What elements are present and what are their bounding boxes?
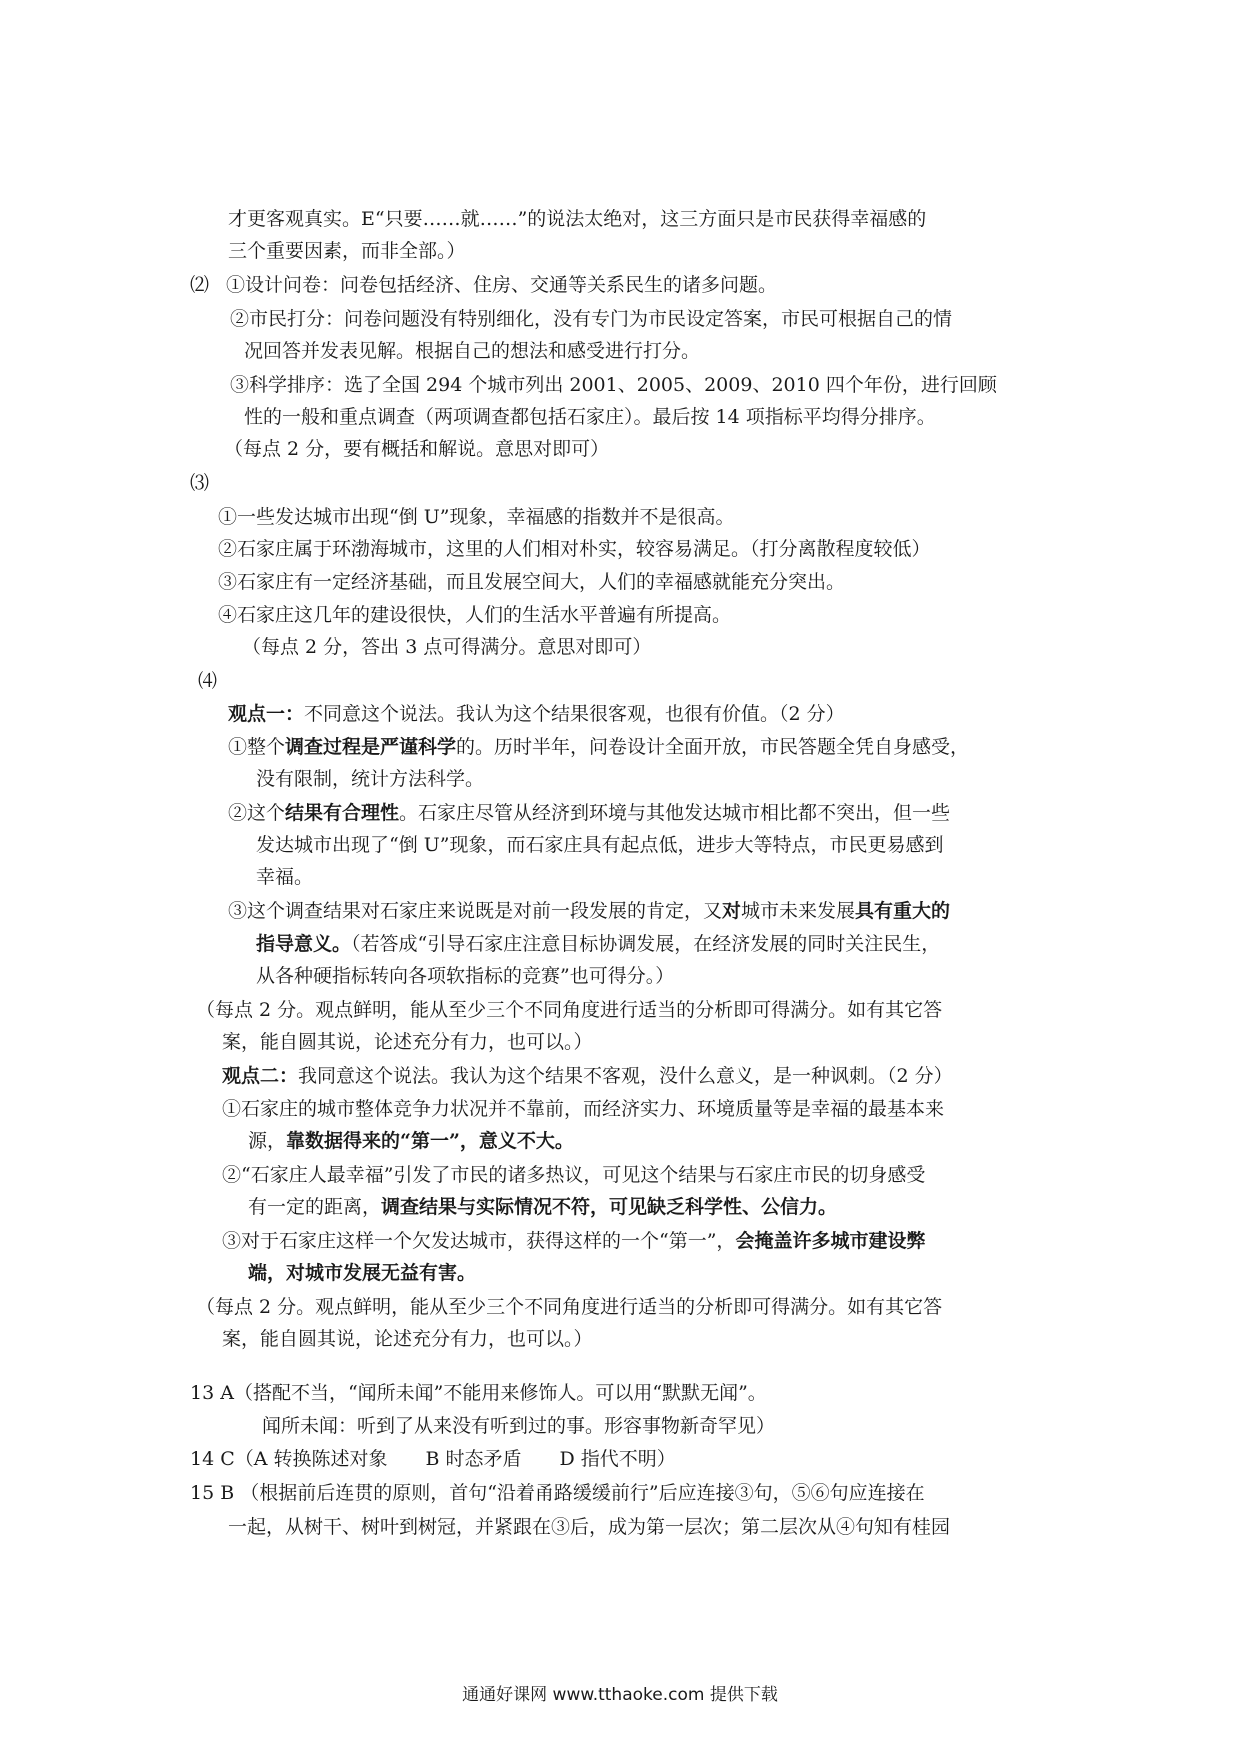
q12-p2-number: ⑵	[190, 274, 210, 296]
text-run: ③这个调查结果对石家庄来说既是对前一段发展的肯定，又	[228, 900, 723, 922]
viewpoint-1-note-a: （每点 2 分。观点鲜明，能从至少三个不同角度进行适当的分析即可得满分。如有其它答	[196, 999, 943, 1021]
bold-run: 具有重大的	[855, 900, 951, 922]
text-run: 。石家庄尽管从经济到环境与其他发达城市相比都不突出，但一些	[399, 802, 951, 824]
q13-line-2: 闻所未闻：听到了从来没有听到过的事。形容事物新奇罕见）	[262, 1415, 776, 1437]
q14-line-1: 14 C（A 转换陈述对象 B 时态矛盾 D 指代不明）	[190, 1448, 676, 1470]
q12-p3-item-4: ④石家庄这几年的建设很快，人们的生活水平普遍有所提高。	[218, 604, 732, 626]
text-run: ②这个	[228, 802, 286, 824]
bold-run: 指导意义。	[256, 933, 352, 955]
viewpoint-2-note-a: （每点 2 分。观点鲜明，能从至少三个不同角度进行适当的分析即可得满分。如有其它答	[196, 1296, 943, 1318]
viewpoint-1-item-3a	[228, 896, 950, 926]
q12-p2-item-3a: ③科学排序：选了全国 294 个城市列出 2001、2005、2009、2010 四个年份，进行回顾	[230, 374, 997, 396]
q12-p3-number: ⑶	[190, 472, 210, 494]
bold-run: 靠数据得来的“第一”，意义不大。	[286, 1130, 574, 1152]
viewpoint-2-text: 我同意这个说法。我认为这个结果不客观，没什么意义，是一种讽刺。（2 分）	[298, 1065, 953, 1087]
viewpoint-2-line	[222, 1061, 953, 1091]
q12-p1-line-2: 三个重要因素，而非全部。）	[228, 240, 466, 262]
viewpoint-2-item-2b	[248, 1192, 837, 1222]
viewpoint-1-item-1a	[228, 732, 969, 762]
viewpoint-1-item-3b	[256, 929, 940, 959]
bold-run: 端，对城市发展无益有害。	[248, 1262, 477, 1284]
q12-p2-item-2a: ②市民打分：问卷问题没有特别细化，没有专门为市民设定答案，市民可根据自己的情	[230, 308, 953, 330]
text-run: ①整个	[228, 736, 286, 758]
text-run: 城市未来发展	[741, 900, 856, 922]
text-run: 源，	[248, 1130, 287, 1152]
text-run: 的。历时半年，问卷设计全面开放，市民答题全凭自身感受，	[456, 736, 970, 758]
text-run: （若答成“引导石家庄注意目标协调发展，在经济发展的同时关注民生，	[351, 933, 941, 955]
q12-p4-number: ⑷	[198, 670, 218, 692]
viewpoint-1-text: 不同意这个说法。我认为这个结果很客观，也很有价值。（2 分）	[304, 703, 845, 725]
viewpoint-1-item-1b: 没有限制，统计方法科学。	[256, 768, 485, 790]
bold-run: 会掩盖许多城市建设弊	[735, 1230, 926, 1252]
bold-run: 调查过程是严谨科学	[285, 736, 457, 758]
text-run: ③对于石家庄这样一个欠发达城市，获得这样的一个“第一”，	[222, 1230, 736, 1252]
q12-p3-note: （每点 2 分，答出 3 点可得满分。意思对即可）	[242, 636, 652, 658]
q12-p2-note: （每点 2 分，要有概括和解说。意思对即可）	[224, 438, 610, 460]
viewpoint-2-item-3a	[222, 1226, 925, 1256]
q12-p3-item-2: ②石家庄属于环渤海城市，这里的人们相对朴实，较容易满足。（打分离散程度较低）	[218, 538, 931, 560]
viewpoint-1-item-2a	[228, 798, 950, 828]
q12-p3-item-1: ①一些发达城市出现“倒 U”现象，幸福感的指数并不是很高。	[218, 506, 735, 528]
q12-p3-item-3: ③石家庄有一定经济基础，而且发展空间大，人们的幸福感就能充分突出。	[218, 571, 846, 593]
viewpoint-1-note-b: 案，能自圆其说，论述充分有力，也可以。）	[222, 1031, 593, 1053]
text-run: 有一定的距离，	[248, 1196, 382, 1218]
viewpoint-2-item-1b	[248, 1126, 574, 1156]
viewpoint-1-item-3c: 从各种硬指标转向各项软指标的竞赛”也可得分。）	[256, 965, 675, 987]
viewpoint-2-note-b: 案，能自圆其说，论述充分有力，也可以。）	[222, 1328, 593, 1350]
q12-p1-line-1: 才更客观真实。E“只要……就……”的说法太绝对，这三方面只是市民获得幸福感的	[228, 208, 927, 230]
q15-line-1: 15 B （根据前后连贯的原则，首句“沿着甬路缓缓前行”后应连接③句，⑤⑥句应连接在	[190, 1482, 925, 1504]
viewpoint-1-item-2b: 发达城市出现了“倒 U”现象，而石家庄具有起点低，进步大等特点，市民更易感到	[256, 834, 944, 856]
viewpoint-2-item-2a: ②“石家庄人最幸福”引发了市民的诸多热议，可见这个结果与石家庄市民的切身感受	[222, 1164, 926, 1186]
viewpoint-2-item-3b	[248, 1258, 476, 1288]
bold-run: 结果有合理性	[285, 802, 400, 824]
viewpoint-1-item-2c: 幸福。	[256, 866, 314, 888]
viewpoint-2-label: 观点二：	[222, 1065, 299, 1087]
q13-line-1: 13 A（搭配不当，“闻所未闻”不能用来修饰人。可以用“默默无闻”。	[190, 1382, 767, 1404]
viewpoint-1-line	[228, 699, 845, 729]
bold-run: 调查结果与实际情况不符，可见缺乏科学性、公信力。	[381, 1196, 838, 1218]
bold-run: 对	[722, 900, 742, 922]
q12-p2-item-3b: 性的一般和重点调查（两项调查都包括石家庄）。最后按 14 项指标平均得分排序。	[244, 406, 936, 428]
q15-line-2: 一起，从树干、树叶到树冠，并紧跟在③后，成为第一层次；第二层次从④句知有桂园	[228, 1516, 951, 1538]
q12-p2-item-1: ①设计问卷：问卷包括经济、住房、交通等关系民生的诸多问题。	[226, 274, 778, 296]
q12-p2-item-2b: 况回答并发表见解。根据自己的想法和感受进行打分。	[244, 340, 701, 362]
page-footer: 通通好课网 www.tthaoke.com 提供下载	[462, 1685, 778, 1705]
viewpoint-2-item-1a: ①石家庄的城市整体竞争力状况并不靠前，而经济实力、环境质量等是幸福的最基本来	[222, 1098, 945, 1120]
viewpoint-1-label: 观点一：	[228, 703, 305, 725]
